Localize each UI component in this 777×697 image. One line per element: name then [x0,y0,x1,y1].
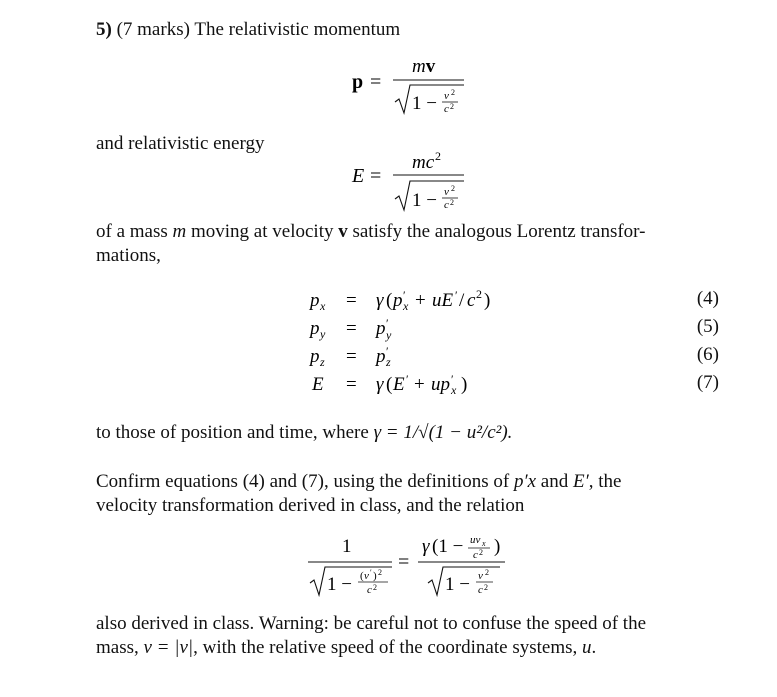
svg-text:uE: uE [432,290,454,311]
svg-text:p: p [393,290,403,311]
svg-text:(: ( [360,570,364,582]
mass-intro: of a mass m moving at velocity v satisfy the analogous Lorentz transfor- mations, [96,221,646,266]
problem-intro: The relativistic momentum [194,19,401,40]
svg-text:′: ′ [370,568,372,577]
svg-text:2: 2 [450,102,454,111]
svg-text:′: ′ [455,288,458,302]
energy-equation [340,150,480,216]
svg-text:′: ′ [403,288,406,302]
svg-text:E: E [312,374,324,395]
svg-text:2: 2 [378,568,382,577]
svg-text:c: c [367,584,372,596]
svg-text:′: ′ [406,372,409,386]
energy-numerator: mc [412,152,435,173]
svg-text:c: c [473,549,478,561]
svg-text:y: y [320,327,326,341]
svg-text:=: = [346,318,357,339]
svg-text:p: p [310,290,320,311]
momentum-equation [340,52,480,118]
svg-text:=: = [346,374,357,395]
svg-text:′: ′ [386,344,389,358]
svg-text:=: = [346,346,357,367]
energy-equals: = [370,165,382,187]
gamma-definition: γ = 1/√(1 − u²/c²). [373,422,513,443]
equation-number-4: (4) [696,288,719,309]
svg-text:2: 2 [373,583,377,592]
equation-row-7 [311,372,467,397]
svg-text:c: c [444,199,449,211]
svg-text:+: + [415,290,426,311]
svg-text:uv: uv [470,534,481,546]
warning-paragraph: also derived in class. Warning: be careful not to confuse the speed of the mass, v = |v|, with the relative speed of the coordinate systems, u. [96,613,646,658]
svg-text:c: c [444,103,449,115]
svg-text:y: y [386,328,392,342]
svg-text:): ) [494,536,501,557]
energy-intro: and relativistic energy [96,133,265,154]
position-time-text: to those of position and time, where γ = 1/√(1 − u²/c²). [96,422,513,443]
transformation-equations [300,282,530,402]
svg-text:p: p [376,346,386,367]
svg-text:x: x [403,299,409,313]
svg-text:up: up [431,374,450,395]
problem-marks: (7 marks) [116,19,190,40]
svg-text:2: 2 [435,150,441,163]
svg-text:p: p [310,346,320,367]
svg-text:c: c [478,584,483,596]
svg-text:=: = [346,290,357,311]
svg-text:2: 2 [485,568,489,577]
momentum-equals: = [370,71,382,93]
svg-text:(: ( [386,374,393,395]
svg-text:v: v [364,570,369,582]
equation-row-5 [308,316,392,342]
svg-text:2: 2 [479,548,483,557]
svg-text:+: + [414,374,425,395]
svg-text:v: v [444,186,449,198]
equation-number-6: (6) [696,344,719,365]
svg-text:2: 2 [451,184,455,193]
svg-text:v: v [478,570,483,582]
momentum-lhs: p [352,71,364,93]
momentum-denominator-one: 1 − [412,93,437,114]
svg-text:): ) [461,374,468,395]
svg-text:p: p [310,318,320,339]
svg-text:′: ′ [386,316,389,330]
svg-text:): ) [484,290,491,311]
relation-lhs-numerator: 1 [342,536,352,557]
svg-text:E: E [393,374,405,395]
svg-text:2: 2 [476,287,482,301]
equation-row-4 [308,287,490,313]
equation-number-7: (7) [696,372,719,393]
momentum-numerator: mv [412,56,436,77]
svg-text:2: 2 [451,88,455,97]
svg-text:(: ( [386,290,393,311]
speed-definition: v = |v| [143,637,194,658]
svg-text:v: v [444,90,449,102]
svg-text:): ) [373,570,377,582]
svg-text:x: x [451,383,457,397]
svg-text:1 −: 1 − [445,574,470,595]
problem-number: 5) [96,19,112,40]
svg-text:2: 2 [484,583,488,592]
svg-text:(1 −: (1 − [432,536,464,557]
relation-equation [300,528,540,600]
svg-text:2: 2 [450,198,454,207]
problem-heading [96,18,726,42]
svg-text:γ: γ [376,290,384,311]
relation-equals: = [398,551,410,573]
svg-text:/: / [459,290,465,311]
energy-lhs: E [352,165,365,187]
confirm-paragraph: Confirm equations (4) and (7), using the definitions of p′x and E′, the velocity transformation derived in class, and the relation [96,471,622,516]
energy-denominator-one: 1 − [412,190,437,211]
equation-number-5: (5) [696,316,719,337]
svg-text:z: z [386,355,391,369]
equation-row-6 [308,344,391,369]
svg-text:z: z [320,355,325,369]
svg-text:1 −: 1 − [327,574,352,595]
svg-text:γ: γ [376,374,384,395]
svg-text:x: x [482,539,486,548]
svg-text:c: c [467,290,476,311]
svg-text:′: ′ [451,372,454,386]
svg-text:γ: γ [422,536,430,557]
svg-text:p: p [376,318,386,339]
svg-text:x: x [320,299,326,313]
